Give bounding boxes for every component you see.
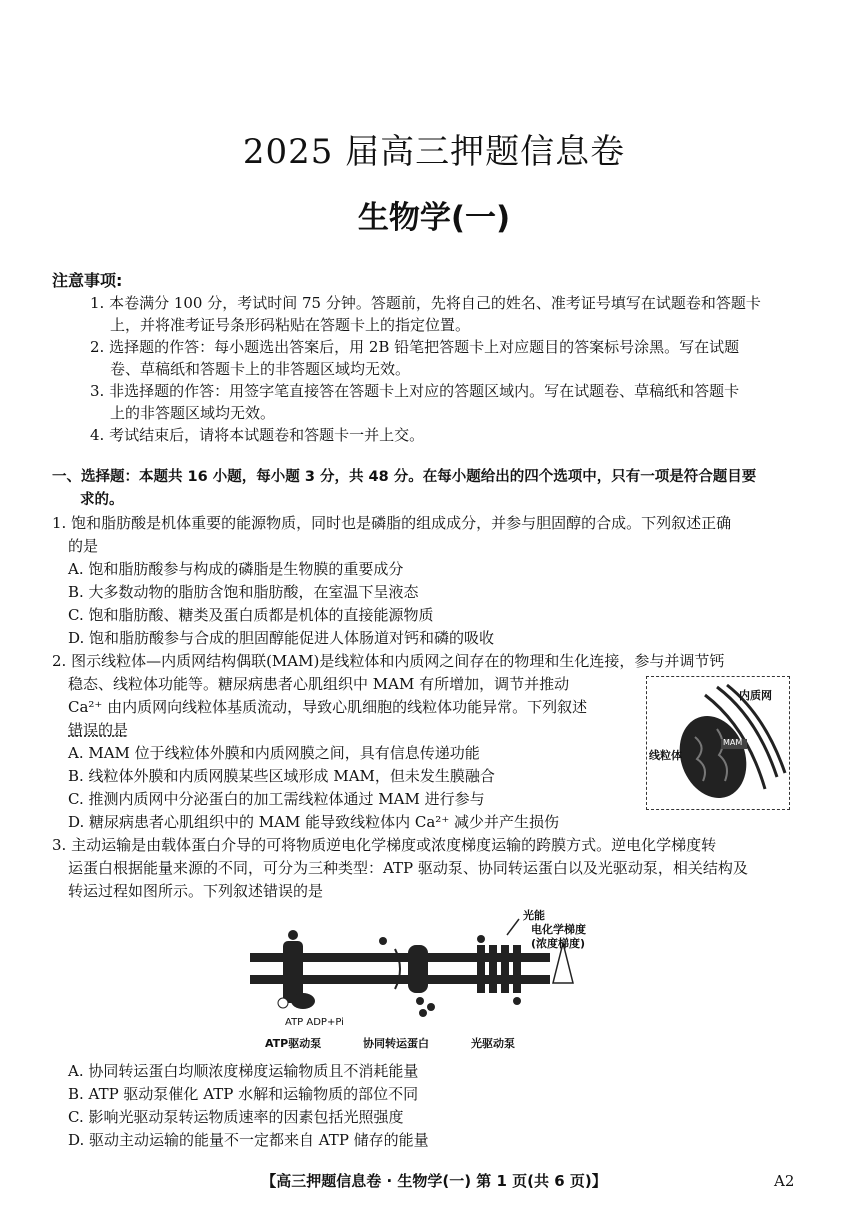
q3-option-d: D. 驱动主动运输的能量不一定都来自 ATP 储存的能量 bbox=[68, 1131, 429, 1149]
page-footer: 【高三押题信息卷 · 生物学(一) 第 1 页(共 6 页)】 bbox=[261, 1172, 607, 1190]
notes-line: 3. 非选择题的作答：用签字笔直接答在答题卡上对应的答题区域内。写在试题卷、草稿纸和答题卡 bbox=[90, 382, 740, 400]
q2-stem-cont: Ca²⁺ 由内质网向线粒体基质流动，导致心肌细胞的线粒体功能异常。下列叙述 bbox=[68, 698, 588, 716]
page-title: 2025 届高三押题信息卷 bbox=[242, 132, 626, 172]
atp-pump-label: ATP驱动泵 bbox=[265, 1037, 322, 1050]
q3-option-a: A. 协同转运蛋白均顺浓度梯度运输物质且不消耗能量 bbox=[68, 1062, 419, 1080]
q1-stem-cont: 的是 bbox=[68, 537, 99, 555]
cotransporter-label: 协同转运蛋白 bbox=[363, 1037, 429, 1050]
atp-adp-label: ATP ADP+Pi bbox=[285, 1017, 344, 1028]
q1-option-d: D. 饱和脂肪酸参与合成的胆固醇能促进人体肠道对钙和磷的吸收 bbox=[68, 629, 495, 647]
q2-option-d: D. 糖尿病患者心肌组织中的 MAM 能导致线粒体内 Ca²⁺ 减少并产生损伤 bbox=[68, 813, 560, 831]
q1-option-c: C. 饱和脂肪酸、糖类及蛋白质都是机体的直接能源物质 bbox=[68, 606, 434, 624]
er-label: 内质网 bbox=[739, 689, 772, 702]
q3-option-c: C. 影响光驱动泵转运物质速率的因素包括光照强度 bbox=[68, 1108, 404, 1126]
notes-line: 2. 选择题的作答：每小题选出答案后，用 2B 铅笔把答题卡上对应题目的答案标号涂黑。写在试题 bbox=[90, 338, 740, 356]
light-label: 光能 bbox=[523, 909, 545, 922]
mito-label: 线粒体 bbox=[649, 749, 682, 762]
q1-option-a: A. 饱和脂肪酸参与构成的磷脂是生物膜的重要成分 bbox=[68, 560, 404, 578]
page-subtitle: 生物学(一) bbox=[357, 200, 511, 236]
q2-stem: 2. 图示线粒体—内质网结构偶联(MAM)是线粒体和内质网之间存在的物理和生化连接，参与并调节钙 bbox=[52, 652, 725, 670]
q3-stem-cont: 转运过程如图所示。下列叙述错误的是 bbox=[68, 882, 324, 900]
q3-option-b: B. ATP 驱动泵催化 ATP 水解和运输物质的部位不同 bbox=[68, 1085, 419, 1103]
notes-title: 注意事项: bbox=[52, 271, 123, 290]
q3-stem: 3. 主动运输是由载体蛋白介导的可将物质逆电化学梯度或浓度梯度运输的跨膜方式。逆电化学梯度转 bbox=[52, 836, 717, 854]
mam-label: MAM bbox=[723, 738, 743, 747]
q1-option-b: B. 大多数动物的脂肪含饱和脂肪酸，在室温下呈液态 bbox=[68, 583, 419, 601]
notes-line: 1. 本卷满分 100 分，考试时间 75 分钟。答题前，先将自己的姓名、准考证号填写在试题卷和答题卡 bbox=[90, 294, 761, 312]
gradient-label-sub: (浓度梯度) bbox=[531, 937, 586, 950]
notes-line: 4. 考试结束后，请将本试题卷和答题卡一并上交。 bbox=[90, 426, 425, 444]
paper-code: A2 bbox=[774, 1172, 795, 1190]
transport-figure bbox=[245, 905, 625, 1055]
section-heading: 一、选择题：本题共 16 小题，每小题 3 分，共 48 分。在每小题给出的四个选项中，只有一项是符合题目要 bbox=[52, 469, 757, 485]
q2-stem-cont: 错误的是 bbox=[68, 721, 129, 739]
q1-stem: 1. 饱和脂肪酸是机体重要的能源物质，同时也是磷脂的组成成分，并参与胆固醇的合成。下列叙述正确 bbox=[52, 514, 732, 532]
q2-option-c: C. 推测内质网中分泌蛋白的加工需线粒体通过 MAM 进行参与 bbox=[68, 790, 485, 808]
q2-option-b: B. 线粒体外膜和内质网膜某些区域形成 MAM，但未发生膜融合 bbox=[68, 767, 495, 785]
notes-line: 卷、草稿纸和答题卡上的非答题区域均无效。 bbox=[110, 360, 411, 378]
notes-line: 上，并将准考证号条形码粘贴在答题卡上的指定位置。 bbox=[110, 316, 471, 334]
q2-option-a: A. MAM 位于线粒体外膜和内质网膜之间，具有信息传递功能 bbox=[68, 744, 480, 762]
gradient-label: 电化学梯度 bbox=[531, 923, 586, 936]
q2-stem-cont: 稳态、线粒体功能等。糖尿病患者心肌组织中 MAM 有所增加，调节并推动 bbox=[68, 675, 570, 693]
notes-line: 上的非答题区域均无效。 bbox=[110, 404, 276, 422]
section-heading-cont: 求的。 bbox=[80, 492, 124, 508]
light-pump-label: 光驱动泵 bbox=[471, 1037, 515, 1050]
q3-stem-cont: 运蛋白根据能量来源的不同，可分为三种类型：ATP 驱动泵、协同转运蛋白以及光驱动泵，相关结构及 bbox=[68, 859, 748, 877]
mam-figure bbox=[646, 676, 790, 810]
